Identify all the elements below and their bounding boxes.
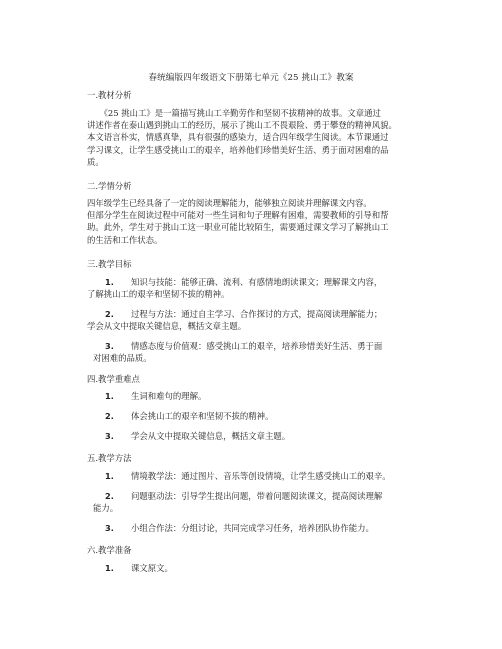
list-item-goal-2 <box>87 308 437 332</box>
list-text: 学会从文中提取关键信息，概括文章主题。 <box>131 431 291 441</box>
list-item-method-3 <box>87 522 437 534</box>
paragraph-line: 《25 挑山工》是一篇描写挑山工辛勤劳作和坚韧不拔精神的故事。文章通过 <box>87 108 381 118</box>
list-item-goal-1 <box>87 276 437 300</box>
list-item-key-3 <box>87 430 437 442</box>
section-heading-teaching-methods: 五.教学方法 <box>87 453 132 463</box>
list-item-goal-3 <box>87 340 437 364</box>
paragraph-line: 本文语言朴实，情感真挚，具有很强的感染力，适合四年级学生阅读。本节课通过 <box>87 132 389 143</box>
paragraph-line: 四年级学生已经具备了一定的阅读理解能力，能够独立阅读并理解课文内容。 <box>87 198 372 208</box>
list-item-prep-1 <box>87 562 437 574</box>
list-text: 小组合作法：分组讨论，共同完成学习任务，培养团队协作能力。 <box>131 523 374 533</box>
paragraph-material-analysis <box>87 107 433 168</box>
list-text: 过程与方法：通过自主学习、合作探讨的方式，提高阅读理解能力； <box>131 309 383 319</box>
list-number: 1. <box>105 563 114 573</box>
list-item-key-2 <box>87 410 437 422</box>
section-heading-teaching-preparation: 六.教学准备 <box>87 545 132 555</box>
list-number: 1. <box>105 391 114 401</box>
section-heading-key-points: 四.教学重难点 <box>87 374 140 384</box>
list-number: 2. <box>105 309 114 319</box>
section-heading-material-analysis: 一.教材分析 <box>87 90 132 100</box>
list-text: 知识与技能：能够正确、流利、有感情地朗读课文；理解课文内容， <box>131 277 383 287</box>
list-item-key-1 <box>87 390 437 402</box>
list-item-method-1 <box>87 470 437 482</box>
paragraph-line: 学习课文，让学生感受挑山工的艰辛，培养他们珍惜美好生活、勇于面对困难的品 <box>87 144 389 155</box>
paragraph-line: 质。 <box>87 156 104 167</box>
document-title: 春统编版四年级语文下册第七单元《25 挑山工》教案 <box>148 73 354 83</box>
list-text-continued: 学会从文中提取关键信息，概括文章主题。 <box>87 321 247 332</box>
list-text: 情感态度与价值观：感受挑山工的艰辛，培养珍惜美好生活、勇于面 <box>131 341 383 351</box>
list-text: 问题驱动法：引导学生提出问题，带着问题阅读课文，提高阅读理解 <box>131 491 383 501</box>
list-number: 1. <box>105 277 114 287</box>
list-text-continued: 对困难的品质。 <box>93 353 152 364</box>
list-text: 课文原文。 <box>131 563 173 573</box>
list-text: 生词和难句的理解。 <box>131 391 207 401</box>
paragraph-line: 的生活和工作状态。 <box>87 234 163 245</box>
section-heading-student-analysis: 二.学情分析 <box>87 181 132 191</box>
list-number: 2. <box>105 491 114 501</box>
list-item-method-2 <box>87 490 437 514</box>
paragraph-line: 讲述作者在泰山遇到挑山工的经历，展示了挑山工不畏艰险、勇于攀登的精神风貌。 <box>87 120 397 131</box>
list-number: 3. <box>105 523 114 533</box>
list-number: 1. <box>105 471 114 481</box>
list-text-continued: 能力。 <box>93 503 119 514</box>
list-text-continued: 了解挑山工的艰辛和坚韧不拔的精神。 <box>87 289 230 300</box>
paragraph-student-analysis <box>87 197 433 246</box>
paragraph-line: 但部分学生在阅读过程中可能对一些生词和句子理解有困难，需要教师的引导和帮 <box>87 210 389 221</box>
list-number: 2. <box>105 411 114 421</box>
paragraph-line: 助。此外，学生对于挑山工这一职业可能比较陌生，需要通过课文学习了解挑山工 <box>87 222 389 233</box>
section-heading-teaching-goals: 三.教学目标 <box>87 259 132 269</box>
list-text: 情境教学法：通过图片、音乐等创设情境，让学生感受挑山工的艰辛。 <box>131 471 391 481</box>
list-number: 3. <box>105 341 114 351</box>
list-number: 3. <box>105 431 114 441</box>
list-text: 体会挑山工的艰辛和坚韧不拔的精神。 <box>131 411 274 421</box>
